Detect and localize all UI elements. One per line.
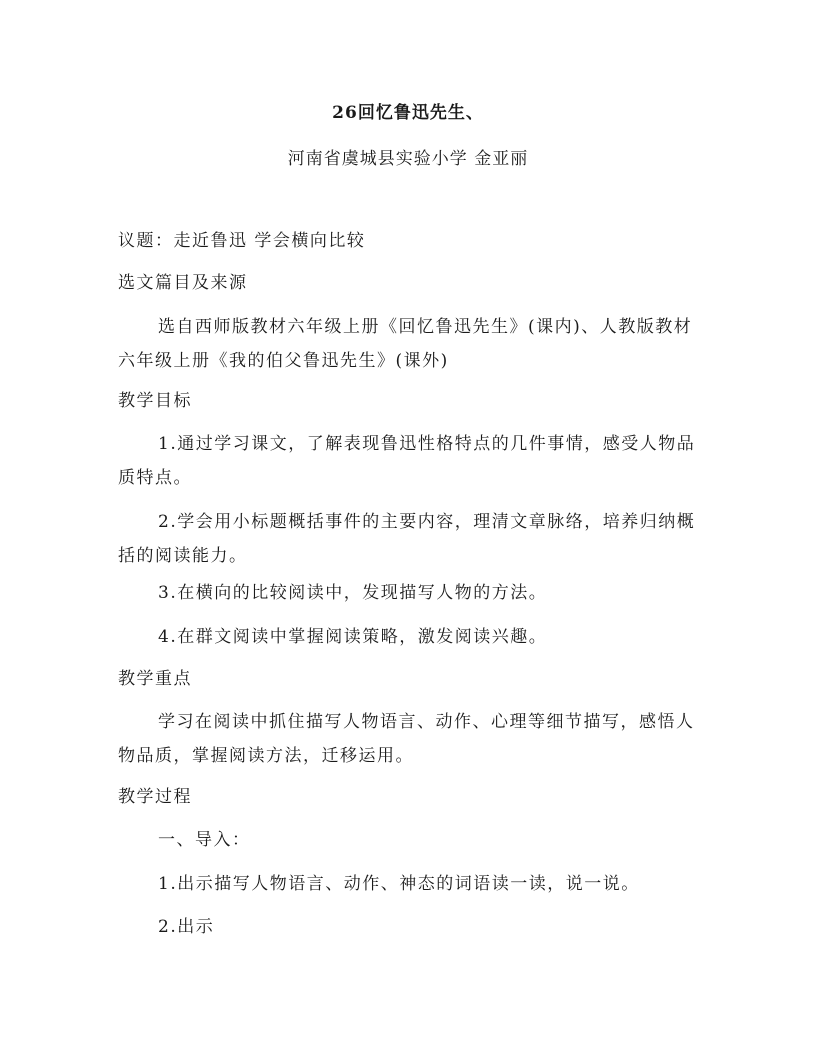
focus-heading: 教学重点 [118, 669, 192, 689]
process-item-1: 1.出示描写人物语言、动作、神态的词语读一读，说一说。 [158, 874, 640, 894]
process-item-2: 2.出示 [158, 917, 215, 937]
goal-item-1: 1.通过学习课文，了解表现鲁迅性格特点的几件事情，感受人物品质特点。 [118, 434, 696, 488]
goal-item-4: 4.在群文阅读中掌握阅读策略，激发阅读兴趣。 [158, 627, 548, 647]
focus-text: 学习在阅读中抓住描写人物语言、动作、心理等细节描写，感悟人物品质，掌握阅读方法，迁移运用。 [118, 712, 695, 766]
goal-item-3: 3.在横向的比较阅读中，发现描写人物的方法。 [158, 583, 548, 603]
process-heading: 教学过程 [118, 787, 192, 807]
topic-line: 议题：走近鲁迅 学会横向比较 [118, 231, 366, 251]
author-line: 河南省虞城县实验小学 金亚丽 [287, 149, 529, 169]
selection-heading: 选文篇目及来源 [118, 273, 248, 293]
document-title: 26回忆鲁迅先生、 [332, 103, 484, 123]
selection-text: 选自西师版教材六年级上册《回忆鲁迅先生》(课内)、人教版教材六年级上册《我的伯父鲁迅先生》(课外) [118, 317, 693, 371]
goals-heading: 教学目标 [118, 391, 192, 411]
process-step-1: 一、导入： [158, 830, 251, 850]
goal-item-2: 2.学会用小标题概括事件的主要内容，理清文章脉络，培养归纳概括的阅读能力。 [118, 512, 696, 566]
